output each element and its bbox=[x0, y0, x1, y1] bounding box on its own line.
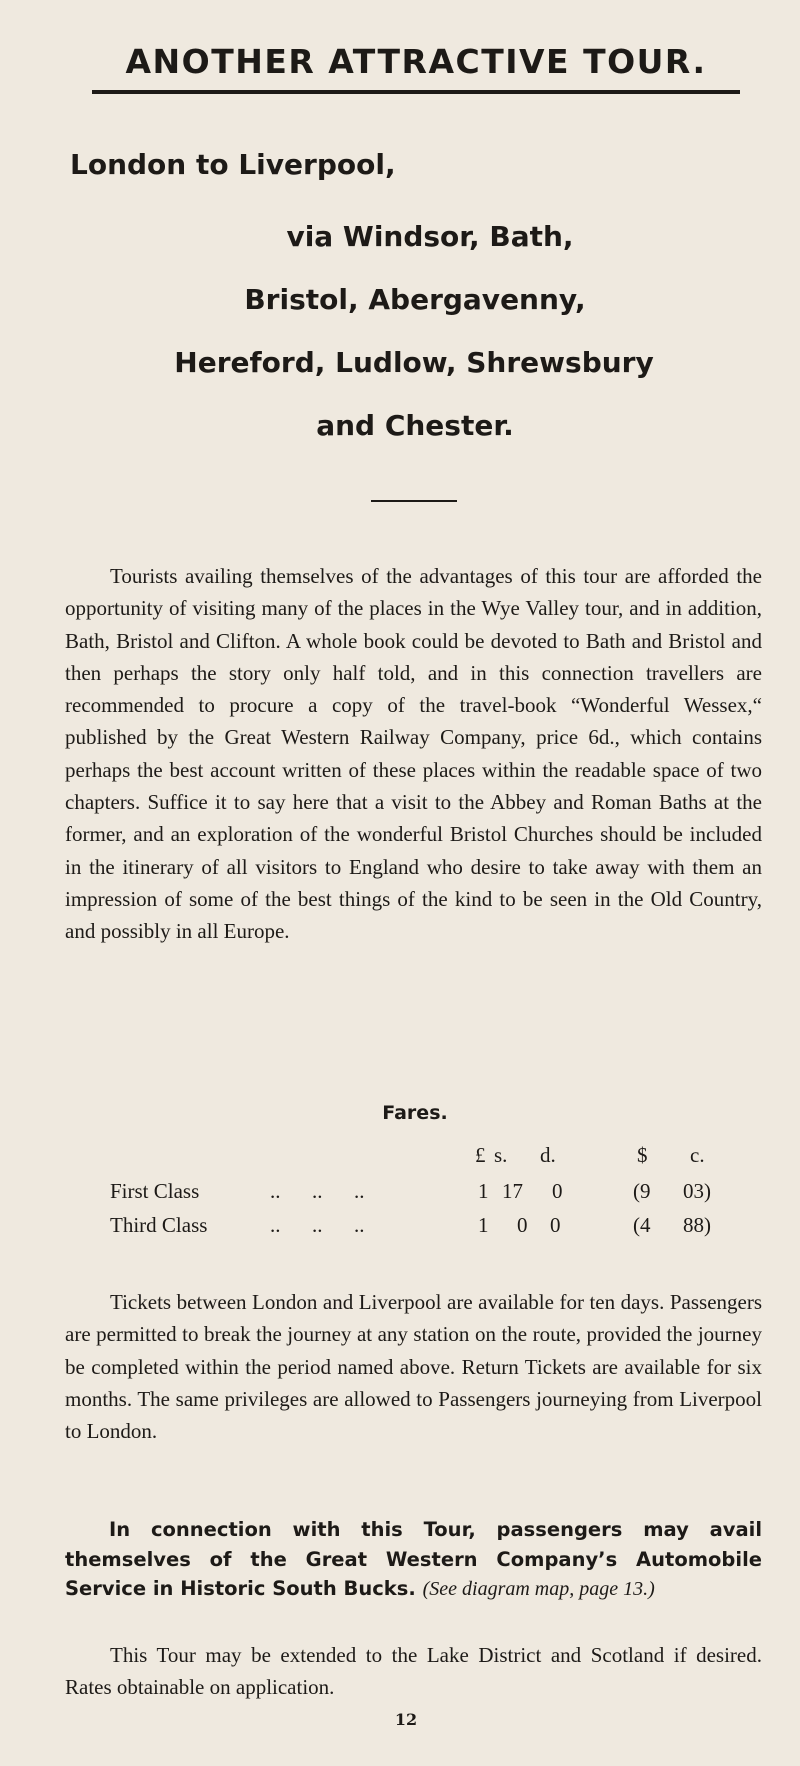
header-shillings: s. bbox=[494, 1143, 508, 1167]
route-line-2: via Windsor, Bath, bbox=[286, 220, 574, 253]
automobile-text: In connection with this Tour, passengers may avail themselves of the Great Western Company’s Automobile Service in Historic South Bucks. bbox=[65, 1518, 762, 1600]
route-line-1: London to Liverpool, bbox=[70, 148, 396, 181]
fare-row-leader: .. .. .. bbox=[270, 1213, 365, 1237]
automobile-paragraph bbox=[65, 1515, 762, 1605]
fare-row-cents: 88) bbox=[683, 1213, 711, 1237]
section-divider bbox=[371, 500, 457, 502]
fare-row-cents: 03) bbox=[683, 1179, 711, 1203]
fare-row-dollars: (9 bbox=[633, 1179, 651, 1203]
extension-paragraph: This Tour may be extended to the Lake District and Scotland if desired. Rates obtainable on application. bbox=[65, 1643, 762, 1700]
fare-row-pence: 0 bbox=[550, 1213, 561, 1237]
fare-row-pence: 0 bbox=[552, 1179, 563, 1203]
tickets-paragraph: Tickets between London and Liverpool are available for ten days. Passengers are permitted to break the journey at any station on the route, provided the journey be completed within the period named above. Return Tickets are available for six months. The same privileges are allowed to Passengers journeying from Liverpool to London. bbox=[65, 1290, 762, 1444]
fare-row-shillings: 17 bbox=[502, 1179, 523, 1203]
page-title: ANOTHER ATTRACTIVE TOUR. bbox=[125, 42, 707, 81]
fare-row-shillings: 0 bbox=[517, 1213, 528, 1237]
route-line-3: Bristol, Abergavenny, bbox=[244, 283, 586, 316]
header-pence: d. bbox=[540, 1143, 556, 1167]
title-underline bbox=[92, 90, 740, 94]
intro-paragraph: Tourists availing themselves of the advantages of this tour are afforded the opportunity of visiting many of the places in the Wye Valley tour, and in addition, Bath, Bristol and Clifton. A whole book could be devoted to Bath and Bristol and then perhaps the story only half told, and in this connection travellers are recommended to procure a copy of the travel-book “Wonderful Wessex,“ published by the Great Western Railway Company, price 6d., which contains perhaps the best account written of these places within the readable space of two chapters. Suffice it to say here that a visit to the Abbey and Roman Baths at the former, and an exploration of the wonderful Bristol Churches should be included in the itinerary of all visitors to England who desire to take away with them an impression of some of the best things of the kind to be seen in the Old Country, and possibly in all Europe. bbox=[65, 564, 762, 944]
header-dollars: $ bbox=[637, 1143, 648, 1167]
route-line-5: and Chester. bbox=[316, 409, 514, 442]
route-line-4: Hereford, Ludlow, Shrewsbury bbox=[174, 346, 654, 379]
fares-heading: Fares. bbox=[382, 1102, 448, 1124]
map-reference-note: (See diagram map, page 13.) bbox=[422, 1578, 655, 1600]
header-cents: c. bbox=[690, 1143, 705, 1167]
title-block bbox=[92, 40, 740, 94]
fare-row-pounds: 1 bbox=[478, 1179, 489, 1203]
fare-row-dollars: (4 bbox=[633, 1213, 651, 1237]
fare-row-leader: .. .. .. bbox=[270, 1179, 365, 1203]
page-number: 12 bbox=[394, 1710, 418, 1729]
fare-row-pounds: 1 bbox=[478, 1213, 489, 1237]
fare-row-label: Third Class bbox=[110, 1213, 208, 1237]
header-pounds: £ bbox=[475, 1143, 486, 1167]
fare-row-label: First Class bbox=[110, 1179, 200, 1203]
